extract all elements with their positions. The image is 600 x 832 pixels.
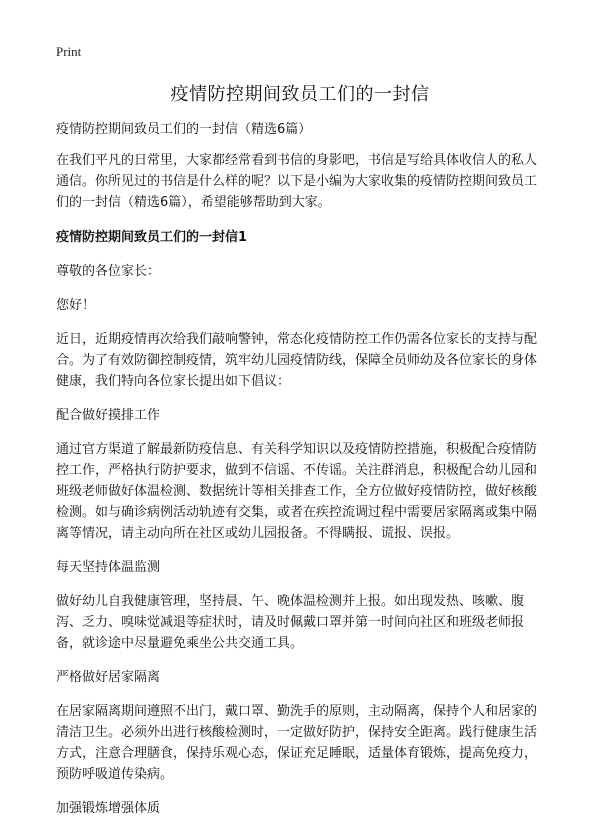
heading-3: 严格做好居家隔离 xyxy=(56,670,161,685)
paragraph-4: 在居家隔离期间遵照不出门，戴口罩、勤洗手的原则，主动隔离，保持个人和居家的清洁卫生。必须外出进行核酸检测时，一定做好防护，保持安全距离。践行健康生活方式，注意合理膳食，保持乐观心态，保证充足睡眠，适量体育锻炼，提高免疫力，预防呼吸道传染病。 xyxy=(56,704,538,782)
print-link[interactable]: Print xyxy=(56,44,82,59)
article-subtitle: 疫情防控期间致员工们的一封信（精选6篇） xyxy=(56,122,312,137)
paragraph-2: 通过官方渠道了解最新防疫信息、有关科学知识以及疫情防控措施，积极配合疫情防控工作，严格执行防护要求，做到不信谣、不传谣。关注群消息，积极配合幼儿园和班级老师做好体温检测、数据统计等相关排查工作，全方位做好疫情防控，做好核酸检测。如与确诊病例活动轨迹有交集，或者在疾控流调过程中需要居家隔离或集中隔离等情况，请主动向所在社区或幼儿园报备。不得瞒报、谎报、误报。 xyxy=(56,442,538,541)
paragraph-1: 近日，近期疫情再次给我们敲响警钟，常态化疫情防控工作仍需各位家长的支持与配合。为了有效防御控制疫情，筑牢幼儿园疫情防线，保障全员师幼及各位家长的身体健康，我们特向各位家长提出如下倡议： xyxy=(56,332,538,389)
heading-4: 加强锻炼增强体质 xyxy=(56,801,161,816)
heading-2: 每天坚持体温监测 xyxy=(56,560,161,575)
greeting: 尊敬的各位家长： xyxy=(56,264,161,279)
page-title: 疫情防控期间致员工们的一封信 xyxy=(170,84,430,105)
salutation: 您好！ xyxy=(56,298,96,313)
section-title: 疫情防控期间致员工们的一封信1 xyxy=(56,230,248,245)
article-body xyxy=(56,119,548,832)
paragraph-3: 做好幼儿自我健康管理，坚持晨、午、晚体温检测并上报。如出现发热、咳嗽、腹泻、乏力、嗅味觉减退等症状时，请及时佩戴口罩并第一时间向社区和班级老师报备，就诊途中尽量避免乘坐公共交通工具。 xyxy=(56,594,525,651)
heading-1: 配合做好摸排工作 xyxy=(56,408,161,423)
intro-paragraph: 在我们平凡的日常里，大家都经常看到书信的身影吧，书信是写给具体收信人的私人通信。你所见过的书信是什么样的呢？以下是小编为大家收集的疫情防控期间致员工们的一封信（精选6篇），希望能够帮助到大家。 xyxy=(56,153,538,210)
